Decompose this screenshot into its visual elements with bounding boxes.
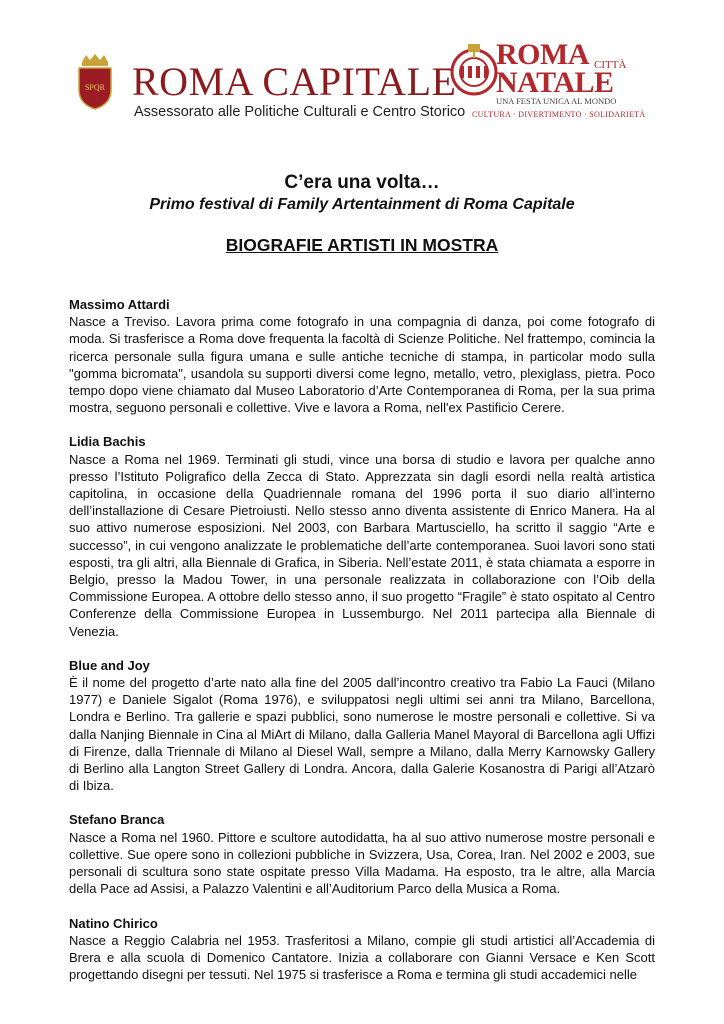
bio-text: Nasce a Roma nel 1960. Pittore e scultore autodidatta, ha al suo attivo numerose mostre personali e collettive. Sue opere sono in collezioni pubbliche in Svizzera, Usa, Corea, Iran. Nel 2002 e 2003, sue personali di scultura sono state ospitate presso Villa Madama. Ha esposto, tra le altre, alla Marcia della Pace ad Assisi, a Palazzo Valentini e all’Auditorium Parco della Musica a Roma.: [69, 829, 655, 897]
roma-capitale-logo: [76, 48, 466, 120]
bio-text: È il nome del progetto d’arte nato alla fine del 2005 dall’incontro creativo tra Fabio La Fauci (Milano 1977) e Daniele Sigalot (Roma 1976), e sviluppatosi negli ultimi sei anni tra Milano, Barcellona, Londra e Berlino. Tra gallerie e spazi pubblici, sono numerose le mostre personali e collettive. Si va dalla Nanjing Biennale in Cina al MiArt di Milano, dalla Galleria Manel Mayoral di Barcellona agli Uffizi di Firenze, dalla Triennale di Milano al Diesel Wall, sempre a Milano, dalla Merry Karnowsky Gallery di Berlino alla Langton Street Gallery di Londra. Ancora, dalla Galerie Kosanostra di Parigi all’Atzarò di Ibiza.: [69, 675, 655, 794]
bio-text: Nasce a Roma nel 1969. Terminati gli studi, vince una borsa di studio e lavora per qualche anno presso l’Istituto Poligrafico della Zecca di Stato. Apprezzata sin dagli esordi nella realtà artistica capitolina, in occasione della Quadriennale romana del 1996 porta il suo diario all’interno dell’installazione di Cesare Pietroiusti. Nello stesso anno diventa assistente di Enrico Manera. Ha al suo attivo numerose esposizioni. Nel 2003, con Barbara Martusciello, ha scritto il saggio “Arte e successo”, in cui vengono analizzate le problematiche dell’arte contemporanea. Suoi lavori sono stati esposti, tra gli altri, alla Biennale di Grafica, in Siberia. Nell’estate 2011, è stata chiamata a esporre in Belgio, presso la Madou Tower, in una personale realizzata in collaborazione con l’Oib della Commissione Europea. A ottobre dello stesso anno, il suo progetto “Fragile” è stato ospitato al Centro Conferenze della Commissione Europea in Lussemburgo. Nel 2011 partecipa alla Biennale di Venezia.: [69, 451, 655, 639]
natale-word: NATALE: [496, 66, 614, 99]
citta-word: CITTÀ: [594, 59, 627, 71]
bio-name: Massimo Attardi: [69, 297, 170, 312]
colosseum-ornament-icon: [446, 42, 502, 98]
bio-name: Blue and Joy: [69, 657, 150, 673]
artist-biographies: [69, 296, 655, 1000]
svg-text:SPQR: SPQR: [84, 83, 106, 92]
roma-capitale-title: ROMA CAPITALE: [132, 59, 457, 104]
roma-natale-logo: [446, 38, 646, 128]
bio-name: Natino Chirico: [69, 915, 158, 931]
assessorato-subtitle: Assessorato alle Politiche Culturali e Centro Storico: [134, 104, 466, 120]
bio-text: Nasce a Reggio Calabria nel 1953. Trasferitosi a Milano, compie gli studi artistici all’Accademia di Brera e alla scuola di Domenico Cantatore. Inizia a collaborare con Gianni Versace e Ken Scott progettando disegni per tessuti. Nel 1975 si trasferisce a Roma e termina gli studi accademici nelle: [69, 932, 655, 983]
bio-text: Nasce a Treviso. Lavora prima come fotografo in una compagnia di danza, poi come fotografo di moda. Si trasferisce a Roma dove frequenta la facoltà di Scienze Politiche. Nel frattempo, comincia la ricerca personale sulla figura umana e sulle antiche tecniche di stampa, in particolar modo sulla "gomma bicromata", usandola su supporti diversi come legno, metallo, vetro, plexiglass, pietra. Poco tempo dopo viene chiamato dal Museo Laboratorio d’Arte Contemporanea di Roma, per la sua prima mostra, seguono personali e collettive. Vive e lavora a Roma, nell'ex Pastificio Cerere.: [69, 314, 655, 416]
document-subtitle: Primo festival di Family Artentainment di Roma Capitale: [149, 196, 575, 213]
document-heading: BIOGRAFIE ARTISTI IN MOSTRA: [225, 235, 499, 255]
bio-blue-and-joy: [69, 657, 655, 795]
roma-word: ROMA: [496, 38, 589, 71]
page-header: [0, 38, 724, 128]
bio-stefano-branca: [69, 811, 655, 897]
bio-massimo-attardi: [69, 296, 655, 416]
roma-natale-tagline: UNA FESTA UNICA AL MONDO: [496, 96, 617, 106]
spqr-crest-icon: [76, 52, 114, 110]
bio-name: Stefano Branca: [69, 812, 165, 828]
bio-name: Lidia Bachis: [69, 434, 146, 450]
document-title: C’era una volta…: [284, 172, 440, 193]
roma-natale-motto: CULTURA · DIVERTIMENTO · SOLIDARIETÀ: [472, 110, 646, 119]
bio-natino-chirico: [69, 915, 655, 984]
bio-lidia-bachis: [69, 433, 655, 639]
